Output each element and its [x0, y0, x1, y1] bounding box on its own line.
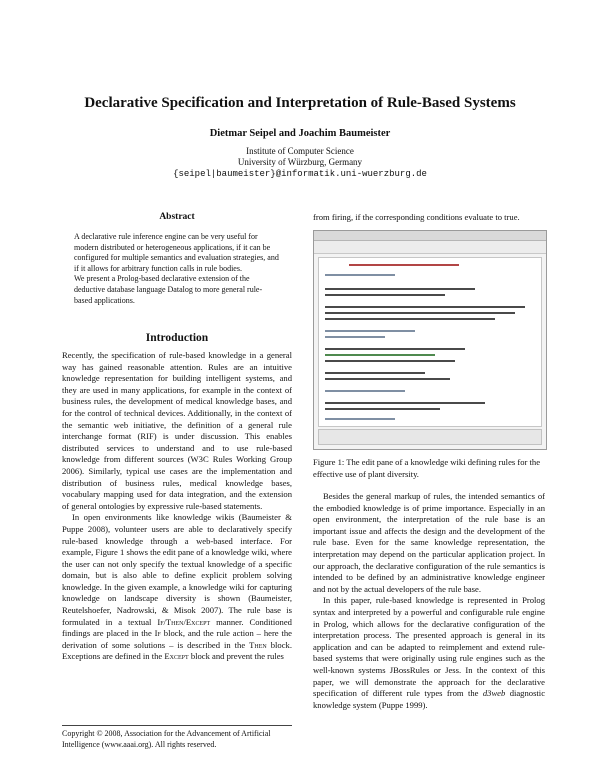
abstract-paragraph-2: We present a Prolog-based declarative extension of the deductive database language Datalog to more general rule-based applications.: [74, 274, 263, 305]
intro-p2-part-e: block and prevent the rules: [190, 651, 284, 662]
paper-title: Declarative Specification and Interpretation of Rule-Based Systems: [84, 95, 516, 111]
right-column-body: [313, 491, 545, 711]
d3web-name: d3web: [482, 688, 506, 699]
figure-text-line: [325, 306, 525, 308]
figure-1-caption: Figure 1: The edit pane of a knowledge wiki defining rules for the effective use of plant diversity.: [313, 457, 541, 479]
keyword-if: If: [154, 628, 161, 639]
affiliation-institute: Institute of Computer Science: [246, 146, 354, 156]
figure-text-line: [325, 390, 405, 392]
introduction-heading: Introduction: [145, 332, 209, 344]
keyword-then: Then: [249, 639, 267, 650]
figure-text-line: [325, 318, 495, 320]
right-p2-part-a: In this paper, rule-based knowledge is represented in Prolog syntax and interpreted by a powerful and configurable rule engine in Prolog, which allows for the declarative configuration of the interpretation process. The presented approach is general in its application and can be adapted to reimplement and extend rule-based systems that were originally using rule engines such as the well-known systems JBossRules or Jess. In the context of this paper, we will demonstrate the approach for the declarative specification of different rule types from the: [313, 595, 545, 699]
introduction-body: [62, 350, 292, 663]
continuation-text: from firing, if the corresponding conditions evaluate to true.: [313, 212, 520, 222]
figure-text-line: [325, 312, 515, 314]
abstract-heading: Abstract: [159, 212, 195, 222]
right-p2-part-b: diagnostic knowledge system (Puppe 1999).: [313, 688, 546, 710]
copyright-footnote: Copyright © 2008, Association for the Advancement of Artificial Intelligence (www.aaai.org). All rights reserved.: [62, 725, 292, 750]
figure-1-screenshot: [313, 230, 547, 450]
abstract-paragraph-1: A declarative rule inference engine can be very useful for modern distributed or heterogeneous applications, if it can be configured for multiple semantics and evaluation strategies, and if it allows for arbitrary function calls in rule bodies.: [74, 232, 279, 273]
introduction-paragraph-1: Recently, the specification of rule-based knowledge in a general way has gained reasonable attention. Rules are an intuitive knowledge representation for building intelligent systems, and they are used in many applications, for example in the context of business rules, the development of medical knowledge bases, and for the control of technical devices. Additionally, in the context of the semantic web initiative, the definition of a general rule interchange format (RIF) is under discussion. This enables distributed services to understand and to use rule-based knowledge from different sources (W3C Rules Working Group 2006). Similarly, typical use cases are the implementation and distribution of business rules, medical knowledge bases, vocabulary mapping used for data integration, and the extension of general ontologies by expressive rule-based statements.: [62, 350, 292, 511]
figure-text-line: [349, 264, 459, 266]
figure-edit-pane: [318, 257, 542, 427]
figure-text-line: [325, 408, 440, 410]
figure-text-line: [325, 288, 475, 290]
figure-text-line: [325, 378, 450, 380]
author-email: {seipel|baumeister}@informatik.uni-wuerzburg.de: [173, 169, 427, 179]
abstract-body: [74, 232, 280, 306]
keyword-except: Except: [164, 651, 189, 662]
figure-window-titlebar: [314, 231, 546, 241]
figure-text-line: [325, 294, 445, 296]
figure-text-line: [325, 360, 455, 362]
figure-text-line: [325, 372, 425, 374]
figure-text-line: [325, 330, 415, 332]
right-paragraph-1: Besides the general markup of rules, the intended semantics of the embodied knowledge is of prime importance. Especially in an open environment, the interpretation of the rule base is an important issue and affects the design and the development of the rule base. Even for the same knowledge representation, the interpretation may depend on the particular application project. In our approach, the declarative configuration of the rule semantics is intended to be defined by an administrative knowledge engineer and not by the actual developers of the rule base.: [313, 491, 545, 594]
author-email-line: [0, 168, 600, 179]
figure-text-line: [325, 354, 435, 356]
figure-text-line: [325, 274, 395, 276]
figure-text-line: [325, 348, 465, 350]
keyword-if-then-except: If/Then/Except: [157, 616, 211, 627]
figure-text-line: [325, 418, 395, 420]
intro-p2-part-a: In open environments like knowledge wikis (Baumeister & Puppe 2008), volunteer users are able to declaratively specify rule-based knowledge through a web-based interface. For example, Figure 1 shows the edit pane of a knowledge wiki, where the user can not only specify the textual knowledge of a specific domain, but is also able to define explicit problem solving knowledge. In the given example, a knowledge wiki for capturing knowledge on landscape diversity is shown (Baumeister, Reutelshoefer, Nadrowski, & Misok 2007). The rule base is formulated in a textual: [62, 512, 292, 627]
figure-window-toolbar: [314, 241, 546, 254]
right-paragraph-2: [313, 595, 545, 711]
figure-window-statusbar: [318, 429, 542, 445]
introduction-paragraph-2: [62, 512, 292, 663]
affiliation-university: University of Würzburg, Germany: [237, 157, 363, 167]
intro-p2-part-b: manner. Conditioned findings are placed in the: [62, 616, 292, 639]
figure-text-line: [325, 402, 485, 404]
figure-text-line: [325, 336, 385, 338]
intro-p2-part-d: block. Exceptions are defined in the: [62, 639, 292, 662]
intro-p2-part-c: block, and the rule action – here the derivation of some solutions – is described in the: [62, 628, 292, 650]
paper-authors: Dietmar Seipel and Joachim Baumeister: [209, 128, 391, 139]
right-column-continuation: [313, 212, 545, 224]
